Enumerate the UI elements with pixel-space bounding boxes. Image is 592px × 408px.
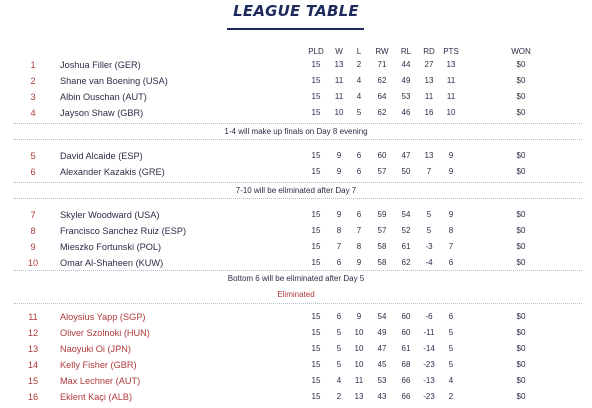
rank-cell: 5 — [30, 151, 36, 161]
pts-cell: 4 — [448, 376, 454, 385]
pld-cell: 15 — [311, 151, 321, 160]
won-cell: $0 — [516, 167, 526, 176]
won-cell: $0 — [516, 328, 526, 337]
player-name-cell: Skyler Woodward (USA) — [60, 210, 160, 220]
rank-cell: 13 — [27, 344, 39, 354]
section-note: 7-10 will be eliminated after Day 7 — [235, 186, 357, 195]
w-cell: 5 — [336, 360, 342, 369]
player-name-cell: Omar Al-Shaheen (KUW) — [60, 258, 164, 268]
w-cell: 9 — [336, 151, 342, 160]
pld-cell: 15 — [311, 258, 321, 267]
pts-cell: 6 — [448, 312, 454, 321]
table-row — [0, 60, 592, 76]
col-header-w: W — [335, 47, 343, 56]
rank-cell: 7 — [30, 210, 36, 220]
eliminated-label: Eliminated — [277, 290, 315, 299]
l-cell: 6 — [356, 151, 362, 160]
won-cell: $0 — [516, 151, 526, 160]
col-header-pts: PTS — [443, 47, 459, 56]
won-cell: $0 — [516, 226, 526, 235]
rd-cell: -13 — [423, 376, 435, 385]
won-cell: $0 — [516, 312, 526, 321]
rank-cell: 8 — [30, 226, 36, 236]
rd-cell: 5 — [426, 226, 432, 235]
rw-cell: 47 — [377, 344, 387, 353]
player-name-cell: Oliver Szolnoki (HUN) — [60, 328, 150, 338]
pld-cell: 15 — [311, 60, 321, 69]
w-cell: 4 — [336, 376, 342, 385]
w-cell: 6 — [336, 312, 342, 321]
rd-cell: 27 — [424, 60, 434, 69]
pts-cell: 2 — [448, 392, 454, 401]
pld-cell: 15 — [311, 210, 321, 219]
rw-cell: 49 — [377, 328, 387, 337]
player-name-cell: Albin Ouschan (AUT) — [60, 92, 147, 102]
table-row — [0, 108, 592, 124]
pts-cell: 11 — [446, 92, 456, 101]
pts-cell: 5 — [448, 360, 454, 369]
won-cell: $0 — [516, 344, 526, 353]
table-row — [0, 344, 592, 360]
pld-cell: 15 — [311, 92, 321, 101]
table-row — [0, 392, 592, 408]
rd-cell: -11 — [423, 328, 435, 337]
rd-cell: -4 — [425, 258, 433, 267]
rank-cell: 16 — [27, 392, 39, 402]
rd-cell: -23 — [423, 392, 435, 401]
pld-cell: 15 — [311, 312, 321, 321]
pts-cell: 9 — [448, 167, 454, 176]
w-cell: 11 — [334, 92, 344, 101]
w-cell: 10 — [334, 108, 344, 117]
l-cell: 7 — [356, 226, 362, 235]
rl-cell: 49 — [401, 76, 411, 85]
pts-cell: 9 — [448, 210, 454, 219]
player-name-cell: Max Lechner (AUT) — [60, 376, 141, 386]
won-cell: $0 — [516, 92, 526, 101]
rank-cell: 1 — [30, 60, 36, 70]
won-cell: $0 — [516, 210, 526, 219]
rw-cell: 43 — [377, 392, 387, 401]
rank-cell: 14 — [27, 360, 39, 370]
l-cell: 13 — [354, 392, 364, 401]
pld-cell: 15 — [311, 76, 321, 85]
page-title: LEAGUE TABLE — [233, 2, 359, 20]
col-header-l: L — [356, 47, 362, 56]
rd-cell: 16 — [424, 108, 434, 117]
w-cell: 5 — [336, 344, 342, 353]
player-name-cell: Aloysius Yapp (SGP) — [60, 312, 146, 322]
pld-cell: 15 — [311, 108, 321, 117]
pts-cell: 7 — [448, 242, 454, 251]
section-divider — [14, 303, 582, 304]
player-name-cell: Joshua Filler (GER) — [60, 60, 141, 70]
rank-cell: 11 — [28, 312, 38, 322]
table-row — [0, 167, 592, 183]
rl-cell: 46 — [401, 108, 411, 117]
won-cell: $0 — [516, 392, 526, 401]
title-underline — [227, 28, 364, 30]
table-row — [0, 328, 592, 344]
rl-cell: 60 — [401, 312, 411, 321]
rl-cell: 50 — [401, 167, 411, 176]
table-row — [0, 242, 592, 258]
rd-cell: 13 — [424, 76, 434, 85]
section-divider — [14, 198, 582, 199]
col-header-rd: RD — [423, 47, 435, 56]
l-cell: 6 — [356, 210, 362, 219]
rank-cell: 10 — [27, 258, 39, 268]
rl-cell: 53 — [401, 92, 411, 101]
section-divider — [14, 139, 582, 140]
rd-cell: -23 — [423, 360, 435, 369]
l-cell: 4 — [356, 92, 362, 101]
rw-cell: 45 — [377, 360, 387, 369]
rw-cell: 58 — [377, 258, 387, 267]
rw-cell: 71 — [377, 60, 387, 69]
section-divider — [14, 270, 582, 271]
rd-cell: 7 — [426, 167, 432, 176]
table-row — [0, 151, 592, 167]
rl-cell: 60 — [401, 328, 411, 337]
l-cell: 10 — [354, 344, 364, 353]
player-name-cell: Francisco Sanchez Ruiz (ESP) — [60, 226, 187, 236]
l-cell: 8 — [356, 242, 362, 251]
col-header-rw: RW — [375, 47, 389, 56]
w-cell: 9 — [336, 167, 342, 176]
player-name-cell: Mieszko Fortunski (POL) — [60, 242, 162, 252]
rl-cell: 44 — [401, 60, 411, 69]
rank-cell: 12 — [27, 328, 39, 338]
rl-cell: 62 — [401, 258, 411, 267]
pts-cell: 6 — [448, 258, 454, 267]
l-cell: 10 — [354, 328, 364, 337]
rw-cell: 58 — [377, 242, 387, 251]
won-cell: $0 — [516, 258, 526, 267]
l-cell: 9 — [356, 312, 362, 321]
rd-cell: 11 — [424, 92, 434, 101]
player-name-cell: Naoyuki Oi (JPN) — [60, 344, 131, 354]
table-row — [0, 210, 592, 226]
rank-cell: 2 — [30, 76, 36, 86]
pts-cell: 5 — [448, 328, 454, 337]
l-cell: 4 — [356, 76, 362, 85]
table-row — [0, 312, 592, 328]
rank-cell: 4 — [30, 108, 36, 118]
pts-cell: 13 — [446, 60, 456, 69]
table-row — [0, 360, 592, 376]
won-cell: $0 — [516, 376, 526, 385]
l-cell: 6 — [356, 167, 362, 176]
won-cell: $0 — [516, 242, 526, 251]
section-divider — [14, 123, 582, 124]
table-row — [0, 76, 592, 92]
rd-cell: -3 — [425, 242, 433, 251]
won-cell: $0 — [516, 76, 526, 85]
pts-cell: 5 — [448, 344, 454, 353]
pld-cell: 15 — [311, 360, 321, 369]
player-name-cell: David Alcaide (ESP) — [60, 151, 143, 161]
player-name-cell: Eklent Kaçi (ALB) — [60, 392, 132, 402]
col-header-pld: PLD — [308, 47, 324, 56]
rank-cell: 9 — [30, 242, 36, 252]
pld-cell: 15 — [311, 344, 321, 353]
l-cell: 9 — [356, 258, 362, 267]
rank-cell: 15 — [27, 376, 39, 386]
table-row — [0, 376, 592, 392]
rd-cell: 5 — [426, 210, 432, 219]
w-cell: 8 — [336, 226, 342, 235]
pld-cell: 15 — [311, 328, 321, 337]
l-cell: 5 — [356, 108, 362, 117]
player-name-cell: Alexander Kazakis (GRE) — [60, 167, 165, 177]
pld-cell: 15 — [311, 392, 321, 401]
w-cell: 6 — [336, 258, 342, 267]
section-divider — [14, 182, 582, 183]
rank-cell: 6 — [30, 167, 36, 177]
rd-cell: -14 — [423, 344, 435, 353]
pld-cell: 15 — [311, 167, 321, 176]
won-cell: $0 — [516, 360, 526, 369]
table-row — [0, 92, 592, 108]
pts-cell: 11 — [446, 76, 456, 85]
player-name-cell: Shane van Boening (USA) — [60, 76, 168, 86]
pts-cell: 10 — [446, 108, 456, 117]
pld-cell: 15 — [311, 242, 321, 251]
rl-cell: 66 — [401, 392, 411, 401]
pts-cell: 9 — [448, 151, 454, 160]
rw-cell: 57 — [377, 167, 387, 176]
rw-cell: 60 — [377, 151, 387, 160]
rw-cell: 62 — [377, 76, 387, 85]
rw-cell: 57 — [377, 226, 387, 235]
table-row — [0, 226, 592, 242]
rl-cell: 61 — [401, 344, 411, 353]
pts-cell: 8 — [448, 226, 454, 235]
l-cell: 11 — [354, 376, 364, 385]
rl-cell: 68 — [401, 360, 411, 369]
rl-cell: 47 — [401, 151, 411, 160]
rl-cell: 66 — [401, 376, 411, 385]
player-name-cell: Jayson Shaw (GBR) — [60, 108, 144, 118]
rd-cell: 13 — [424, 151, 434, 160]
w-cell: 13 — [334, 60, 344, 69]
rw-cell: 62 — [377, 108, 387, 117]
col-header-won: WON — [511, 47, 531, 56]
w-cell: 5 — [336, 328, 342, 337]
w-cell: 2 — [336, 392, 342, 401]
rank-cell: 3 — [30, 92, 36, 102]
rw-cell: 59 — [377, 210, 387, 219]
table-row — [0, 258, 592, 274]
pld-cell: 15 — [311, 226, 321, 235]
rd-cell: -6 — [425, 312, 433, 321]
won-cell: $0 — [516, 108, 526, 117]
section-note: 1-4 will make up finals on Day 8 evening — [224, 127, 368, 136]
w-cell: 7 — [336, 242, 342, 251]
won-cell: $0 — [516, 60, 526, 69]
rl-cell: 54 — [401, 210, 411, 219]
rl-cell: 52 — [401, 226, 411, 235]
rw-cell: 53 — [377, 376, 387, 385]
rw-cell: 64 — [377, 92, 387, 101]
w-cell: 9 — [336, 210, 342, 219]
l-cell: 10 — [354, 360, 364, 369]
player-name-cell: Kelly Fisher (GBR) — [60, 360, 137, 370]
pld-cell: 15 — [311, 376, 321, 385]
w-cell: 11 — [334, 76, 344, 85]
rw-cell: 54 — [377, 312, 387, 321]
l-cell: 2 — [356, 60, 362, 69]
col-header-rl: RL — [400, 47, 412, 56]
section-note: Bottom 6 will be eliminated after Day 5 — [227, 274, 365, 283]
rl-cell: 61 — [401, 242, 411, 251]
